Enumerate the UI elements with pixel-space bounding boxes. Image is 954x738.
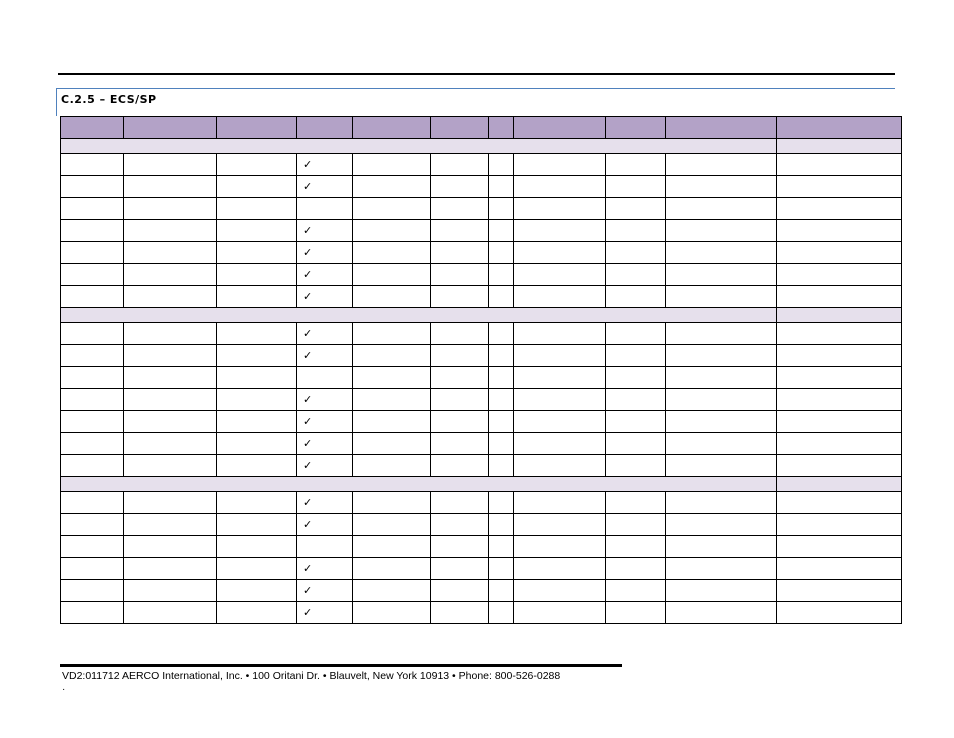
table-cell — [124, 580, 217, 602]
table-cell — [353, 558, 431, 580]
table-cell — [777, 323, 902, 345]
footer-mark: · — [62, 684, 66, 695]
table-cell — [61, 558, 124, 580]
table-cell — [666, 242, 777, 264]
table-cell — [124, 367, 217, 389]
table-cell — [353, 455, 431, 477]
table-cell — [606, 264, 666, 286]
group-row — [61, 477, 902, 492]
table-cell — [61, 433, 124, 455]
table-cell — [606, 367, 666, 389]
table-cell — [61, 154, 124, 176]
group-row — [61, 139, 902, 154]
table-cell — [61, 492, 124, 514]
table-row — [61, 286, 902, 308]
table-cell — [514, 455, 606, 477]
table-cell — [666, 455, 777, 477]
table-cell — [353, 176, 431, 198]
table-cell — [606, 154, 666, 176]
table-cell — [489, 602, 514, 624]
table-cell — [514, 286, 606, 308]
section-frame — [56, 88, 895, 116]
column-header — [124, 117, 217, 139]
table-cell — [61, 455, 124, 477]
table-cell — [353, 345, 431, 367]
table-cell — [777, 514, 902, 536]
table-cell — [431, 367, 489, 389]
table-cell — [61, 176, 124, 198]
table-cell — [61, 514, 124, 536]
table-cell — [514, 198, 606, 220]
table-row — [61, 198, 902, 220]
table-cell — [777, 602, 902, 624]
table-cell — [353, 367, 431, 389]
table-cell — [606, 220, 666, 242]
table-cell — [353, 242, 431, 264]
table-row — [61, 536, 902, 558]
group-label — [61, 477, 777, 492]
table-cell — [489, 242, 514, 264]
table-row — [61, 389, 902, 411]
check-cell: ✓ — [297, 411, 353, 433]
table-cell — [777, 176, 902, 198]
column-header — [297, 117, 353, 139]
section-title: C.2.5 – ECS/SP — [61, 93, 157, 106]
table-cell — [124, 492, 217, 514]
table-cell — [61, 345, 124, 367]
table-cell — [514, 389, 606, 411]
table-cell — [217, 198, 297, 220]
table-cell — [606, 558, 666, 580]
table-cell — [124, 154, 217, 176]
table-cell — [514, 492, 606, 514]
table-row — [61, 455, 902, 477]
check-cell: ✓ — [297, 264, 353, 286]
table-cell — [61, 242, 124, 264]
table-cell — [606, 198, 666, 220]
table-cell — [777, 154, 902, 176]
group-side-label — [777, 477, 902, 492]
table-cell — [353, 389, 431, 411]
table-cell — [666, 580, 777, 602]
table-cell — [514, 323, 606, 345]
table-cell — [489, 345, 514, 367]
table-cell — [606, 176, 666, 198]
table-cell — [514, 154, 606, 176]
table-cell — [431, 455, 489, 477]
table-cell — [217, 389, 297, 411]
table-row — [61, 220, 902, 242]
table-row — [61, 242, 902, 264]
check-cell — [297, 367, 353, 389]
table-cell — [514, 411, 606, 433]
table-cell — [777, 389, 902, 411]
table-cell — [666, 536, 777, 558]
table-cell — [217, 536, 297, 558]
table-cell — [514, 580, 606, 602]
table-cell — [217, 580, 297, 602]
table-cell — [217, 242, 297, 264]
table-cell — [124, 242, 217, 264]
table-cell — [606, 389, 666, 411]
table-cell — [666, 264, 777, 286]
table-cell — [489, 176, 514, 198]
table-cell — [431, 323, 489, 345]
table-cell — [431, 514, 489, 536]
table-cell — [217, 323, 297, 345]
table-cell — [431, 492, 489, 514]
table-cell — [666, 433, 777, 455]
table-cell — [431, 220, 489, 242]
column-header — [217, 117, 297, 139]
table-cell — [666, 176, 777, 198]
table-cell — [217, 455, 297, 477]
table-cell — [489, 198, 514, 220]
table-cell — [489, 514, 514, 536]
table-cell — [61, 602, 124, 624]
table-cell — [431, 558, 489, 580]
table-row — [61, 433, 902, 455]
table-cell — [353, 154, 431, 176]
check-cell: ✓ — [297, 602, 353, 624]
table-cell — [489, 536, 514, 558]
table-cell — [217, 411, 297, 433]
table-cell — [124, 558, 217, 580]
table-cell — [606, 580, 666, 602]
table-cell — [606, 492, 666, 514]
table-row — [61, 345, 902, 367]
table-cell — [217, 492, 297, 514]
table-row — [61, 323, 902, 345]
table-cell — [666, 514, 777, 536]
table-cell — [777, 345, 902, 367]
table-row — [61, 602, 902, 624]
table-cell — [124, 220, 217, 242]
check-cell: ✓ — [297, 154, 353, 176]
table-cell — [666, 345, 777, 367]
check-cell — [297, 198, 353, 220]
table-cell — [606, 433, 666, 455]
table-row — [61, 154, 902, 176]
table-cell — [606, 455, 666, 477]
table-cell — [606, 323, 666, 345]
table-cell — [61, 198, 124, 220]
table-cell — [489, 220, 514, 242]
table-cell — [431, 602, 489, 624]
table-cell — [666, 220, 777, 242]
table-cell — [431, 286, 489, 308]
group-label — [61, 139, 777, 154]
column-header — [514, 117, 606, 139]
table-cell — [489, 580, 514, 602]
table-cell — [514, 367, 606, 389]
table-cell — [61, 286, 124, 308]
table-cell — [666, 492, 777, 514]
table-cell — [431, 198, 489, 220]
check-cell: ✓ — [297, 580, 353, 602]
table-cell — [217, 514, 297, 536]
table-cell — [217, 286, 297, 308]
table-cell — [431, 580, 489, 602]
table-cell — [217, 220, 297, 242]
column-header — [353, 117, 431, 139]
check-cell: ✓ — [297, 176, 353, 198]
table-cell — [606, 242, 666, 264]
table-cell — [353, 433, 431, 455]
table-cell — [124, 198, 217, 220]
check-cell: ✓ — [297, 514, 353, 536]
table-cell — [217, 433, 297, 455]
table-cell — [217, 558, 297, 580]
table-row — [61, 514, 902, 536]
table-cell — [61, 264, 124, 286]
table-cell — [61, 411, 124, 433]
table-cell — [666, 602, 777, 624]
check-cell: ✓ — [297, 345, 353, 367]
check-cell: ✓ — [297, 389, 353, 411]
column-header — [666, 117, 777, 139]
table-cell — [353, 580, 431, 602]
table-cell — [777, 264, 902, 286]
column-header — [61, 117, 124, 139]
table-cell — [606, 286, 666, 308]
group-label — [61, 308, 777, 323]
table-cell — [489, 286, 514, 308]
table-cell — [217, 154, 297, 176]
table-cell — [353, 536, 431, 558]
table-cell — [606, 536, 666, 558]
table-cell — [353, 602, 431, 624]
table-cell — [777, 580, 902, 602]
table-cell — [666, 198, 777, 220]
table-cell — [124, 514, 217, 536]
header-rule — [58, 73, 895, 75]
table-cell — [124, 176, 217, 198]
group-side-label — [777, 139, 902, 154]
table-cell — [777, 492, 902, 514]
table-row — [61, 558, 902, 580]
check-cell: ✓ — [297, 323, 353, 345]
check-cell: ✓ — [297, 492, 353, 514]
table-cell — [431, 411, 489, 433]
table-cell — [124, 389, 217, 411]
footer-address: VD2:011712 AERCO International, Inc. • 100 Oritani Dr. • Blauvelt, New York 10913 • Phone: 800-526-0288 — [62, 670, 561, 682]
table-row — [61, 580, 902, 602]
table-cell — [353, 220, 431, 242]
table-cell — [489, 154, 514, 176]
table-cell — [217, 176, 297, 198]
table-cell — [666, 367, 777, 389]
check-cell: ✓ — [297, 558, 353, 580]
column-header — [777, 117, 902, 139]
table-cell — [124, 536, 217, 558]
table-cell — [514, 220, 606, 242]
table-cell — [777, 286, 902, 308]
table-cell — [489, 455, 514, 477]
table-cell — [606, 602, 666, 624]
table-cell — [217, 602, 297, 624]
table-cell — [489, 367, 514, 389]
table-cell — [489, 323, 514, 345]
table-cell — [514, 345, 606, 367]
table-cell — [777, 455, 902, 477]
table-cell — [489, 558, 514, 580]
table-cell — [61, 367, 124, 389]
table-cell — [666, 411, 777, 433]
table-cell — [61, 389, 124, 411]
table-cell — [777, 220, 902, 242]
table-cell — [353, 286, 431, 308]
table-cell — [124, 345, 217, 367]
table-cell — [489, 492, 514, 514]
check-cell — [297, 536, 353, 558]
table-cell — [124, 455, 217, 477]
table-cell — [489, 411, 514, 433]
table-cell — [431, 242, 489, 264]
table-cell — [124, 264, 217, 286]
table-cell — [124, 602, 217, 624]
table-cell — [514, 176, 606, 198]
table-cell — [353, 411, 431, 433]
check-cell: ✓ — [297, 220, 353, 242]
table-cell — [666, 558, 777, 580]
table-cell — [514, 602, 606, 624]
table-cell — [514, 433, 606, 455]
table-cell — [431, 264, 489, 286]
table-cell — [514, 514, 606, 536]
table-cell — [666, 286, 777, 308]
table-row — [61, 492, 902, 514]
table-cell — [61, 580, 124, 602]
table-cell — [666, 389, 777, 411]
footer-rule — [60, 664, 622, 667]
table-cell — [431, 345, 489, 367]
table-cell — [777, 198, 902, 220]
table-cell — [606, 345, 666, 367]
table-cell — [431, 154, 489, 176]
column-header — [489, 117, 514, 139]
table-row — [61, 367, 902, 389]
table-cell — [124, 433, 217, 455]
table-row — [61, 411, 902, 433]
table-cell — [777, 536, 902, 558]
table-cell — [217, 345, 297, 367]
table-cell — [514, 536, 606, 558]
check-cell: ✓ — [297, 242, 353, 264]
table-cell — [489, 433, 514, 455]
table-cell — [431, 536, 489, 558]
table-cell — [124, 286, 217, 308]
table-row — [61, 176, 902, 198]
table-cell — [217, 367, 297, 389]
table-cell — [124, 323, 217, 345]
table-row — [61, 264, 902, 286]
ecs-sp-table — [60, 116, 902, 624]
column-header — [431, 117, 489, 139]
table-cell — [514, 242, 606, 264]
table-cell — [353, 264, 431, 286]
table-cell — [666, 154, 777, 176]
table-cell — [431, 176, 489, 198]
table-cell — [489, 389, 514, 411]
check-cell: ✓ — [297, 433, 353, 455]
table-cell — [606, 411, 666, 433]
table-header-row — [61, 117, 902, 139]
table-cell — [353, 198, 431, 220]
table-cell — [353, 492, 431, 514]
check-cell: ✓ — [297, 286, 353, 308]
group-row — [61, 308, 902, 323]
table-cell — [124, 411, 217, 433]
table-cell — [666, 323, 777, 345]
table-cell — [61, 323, 124, 345]
table-cell — [777, 433, 902, 455]
table-cell — [353, 514, 431, 536]
table-cell — [777, 367, 902, 389]
table-cell — [61, 220, 124, 242]
table-cell — [777, 558, 902, 580]
check-cell: ✓ — [297, 455, 353, 477]
table-cell — [489, 264, 514, 286]
group-side-label — [777, 308, 902, 323]
table-cell — [514, 264, 606, 286]
table-cell — [514, 558, 606, 580]
table-cell — [61, 536, 124, 558]
column-header — [606, 117, 666, 139]
table-body — [61, 139, 902, 624]
table-cell — [777, 411, 902, 433]
table-cell — [217, 264, 297, 286]
table-cell — [431, 433, 489, 455]
table-cell — [606, 514, 666, 536]
table-cell — [431, 389, 489, 411]
table-cell — [777, 242, 902, 264]
table-cell — [353, 323, 431, 345]
